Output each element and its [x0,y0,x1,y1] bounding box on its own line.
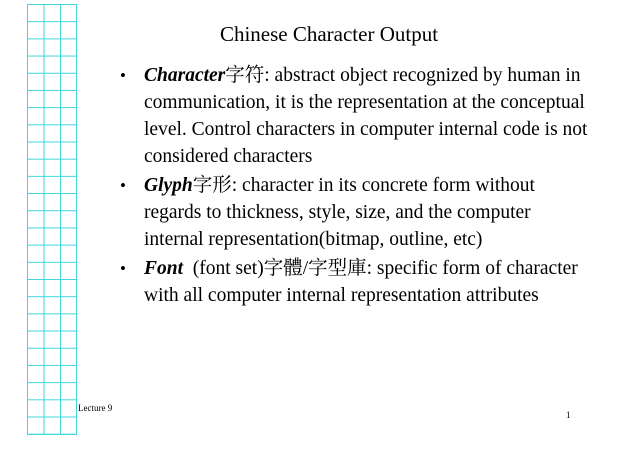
bullet-term: Font [144,258,184,279]
bullet-item-font [118,255,588,309]
bullet-term: Glyph [144,175,193,196]
bullet-item-character [118,62,588,170]
bullet-term: Character [144,65,226,86]
lecture-label: Lecture 9 [78,403,113,413]
bullet-text: 字符: abstract object recognized by human in communication, it is the representation at the conceptual level. Control characters in computer internal code is not considered characters [144,65,588,167]
bullet-dot-icon: • [120,259,126,278]
slide-title: Chinese Character Output [219,22,439,46]
bullet-text: 字形: character in its concrete form without regards to thickness, style, size, and the computer internal representation(bitmap, outline, etc) [144,175,535,250]
bullet-item-glyph [118,172,588,253]
bullet-dot-icon: • [120,66,126,85]
decorative-grid [27,4,77,435]
bullet-text: (font set)字體/字型庫: specific form of character with all computer internal representation attributes [144,258,583,306]
page-number: 1 [566,410,571,420]
bullet-list [118,62,588,311]
bullet-dot-icon: • [120,176,126,195]
